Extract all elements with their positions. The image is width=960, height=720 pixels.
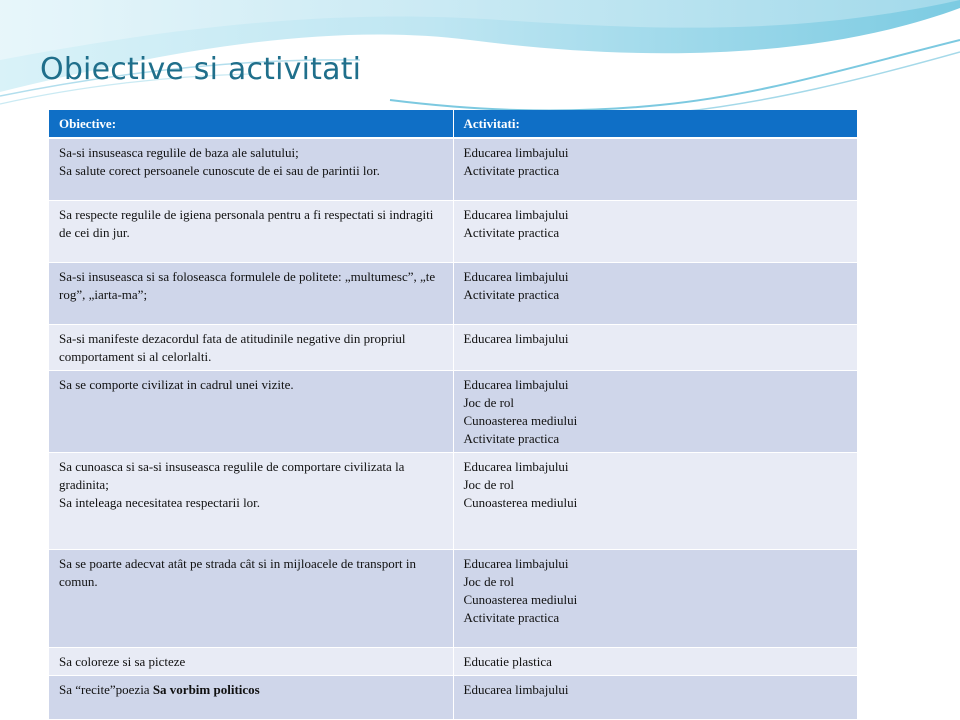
activities-cell xyxy=(453,200,857,262)
activity-item: Cunoasterea mediului xyxy=(463,412,578,428)
objective-cell xyxy=(49,647,453,675)
activities-cell xyxy=(453,452,857,549)
activity-item: Joc de rol xyxy=(463,394,515,410)
table-row xyxy=(49,370,857,452)
objective-cell xyxy=(49,200,453,262)
activity-item: Activitate practica xyxy=(463,224,560,240)
activity-item: Cunoasterea mediului xyxy=(463,591,578,607)
objective-text: Sa-si insuseasca si sa foloseasca formulele de politete: „multumesc”, „te rog”, „iarta-ma”; xyxy=(59,268,436,302)
objective-cell xyxy=(49,324,453,370)
table-row xyxy=(49,200,857,262)
objective-text: Sa se comporte civilizat in cadrul unei vizite. xyxy=(59,376,294,392)
objective-text: Sa-si insuseasca regulile de baza ale salutului; xyxy=(59,145,299,160)
poem-title: Sa vorbim politicos xyxy=(152,681,260,697)
objective-cell xyxy=(49,262,453,324)
objective-text: Sa-si manifeste dezacordul fata de atitudinile negative din propriul comportament si al celorlalti. xyxy=(59,330,406,364)
table-row xyxy=(49,138,857,200)
activity-item: Educarea limbajului xyxy=(463,206,569,222)
activities-cell xyxy=(453,138,857,200)
activity-item: Activitate practica xyxy=(463,609,560,625)
activities-cell xyxy=(453,675,857,719)
table-row xyxy=(49,324,857,370)
activity-item: Educarea limbajului xyxy=(463,145,569,160)
table-row xyxy=(49,549,857,647)
objective-text: Sa respecte regulile de igiena personala pentru a fi respectati si indragiti de cei din jur. xyxy=(59,206,434,240)
activities-cell xyxy=(453,324,857,370)
activity-item: Educarea limbajului xyxy=(463,268,569,284)
objective-cell xyxy=(49,675,453,719)
activities-cell xyxy=(453,262,857,324)
activities-cell xyxy=(453,370,857,452)
objective-text: Sa inteleaga necesitatea respectarii lor. xyxy=(59,494,261,510)
activity-item: Activitate practica xyxy=(463,163,560,178)
objective-cell xyxy=(49,452,453,549)
activity-item: Joc de rol xyxy=(463,573,515,589)
table-row xyxy=(49,452,857,549)
activity-item: Educarea limbajului xyxy=(463,555,569,571)
activity-item: Activitate practica xyxy=(463,286,560,302)
column-header-activities: Activitati: xyxy=(453,110,857,138)
column-header-objectives: Obiective: xyxy=(49,110,453,138)
objective-cell xyxy=(49,138,453,200)
objective-text: Sa coloreze si sa picteze xyxy=(59,653,186,669)
activity-item: Educarea limbajului xyxy=(463,681,569,697)
activity-item: Educatie plastica xyxy=(463,653,552,669)
activity-item: Cunoasterea mediului xyxy=(463,494,578,510)
objective-text: Sa “recite”poezia xyxy=(59,681,153,697)
objective-text: Sa salute corect persoanele cunoscute de ei sau de parintii lor. xyxy=(59,163,380,178)
activity-item: Educarea limbajului xyxy=(463,330,569,346)
objective-text: Sa se poarte adecvat atât pe strada cât si in mijloacele de transport in comun. xyxy=(59,555,416,589)
activity-item: Joc de rol xyxy=(463,476,515,492)
activities-cell xyxy=(453,549,857,647)
objective-cell xyxy=(49,549,453,647)
activities-cell xyxy=(453,647,857,675)
objective-cell xyxy=(49,370,453,452)
table-header-row xyxy=(49,110,857,138)
objective-text: Sa cunoasca si sa-si insuseasca regulile de comportare civilizata la gradinita; xyxy=(59,458,405,492)
table-row xyxy=(49,262,857,324)
table-row xyxy=(49,647,857,675)
objectives-activities-table xyxy=(49,110,857,720)
activity-item: Activitate practica xyxy=(463,430,560,446)
slide-title: Obiective si activitati xyxy=(40,52,362,87)
table-row xyxy=(49,675,857,719)
activity-item: Educarea limbajului xyxy=(463,458,569,474)
activity-item: Educarea limbajului xyxy=(463,376,569,392)
